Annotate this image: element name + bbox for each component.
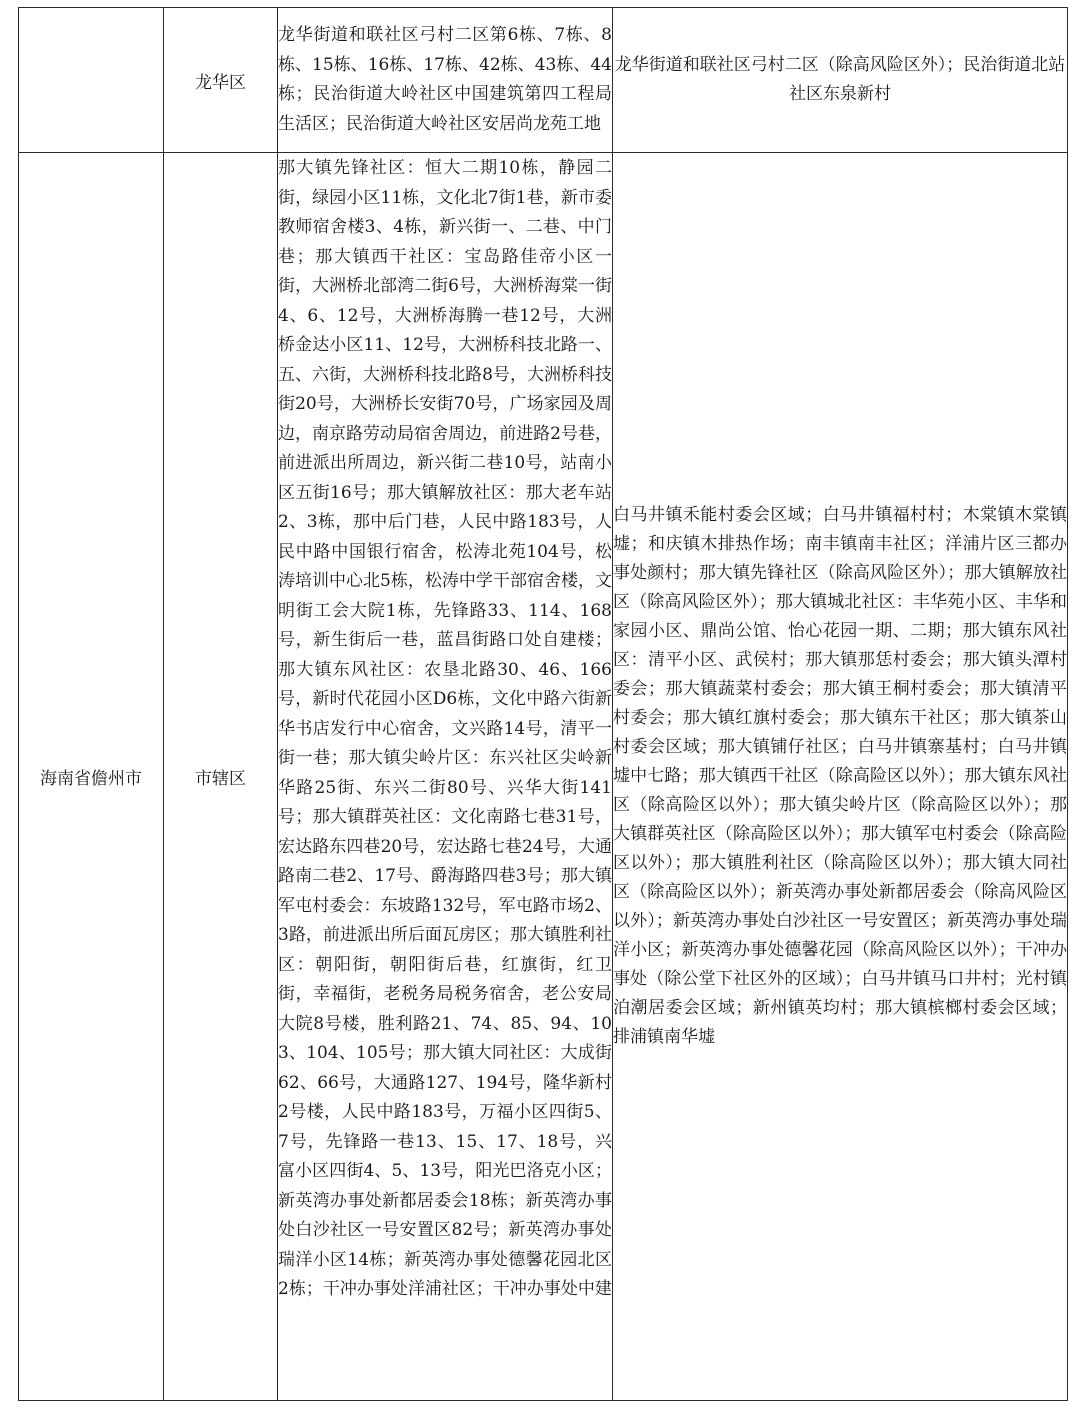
district-cell: 龙华区 xyxy=(164,8,278,153)
province-city-cell xyxy=(19,8,164,153)
high-risk-area-text: 那大镇先锋社区：恒大二期10栋，静园二街，绿园小区11栋，文化北7街1巷，新市委教师宿舍楼3、4栋，新兴街一、二巷、中门巷；那大镇西干社区：宝岛路佳帝小区一街，大洲桥北部湾二街6号，大洲桥海棠一街4、6、12号，大洲桥海腾一巷12号，大洲桥金达小区11、12号，大洲桥科技北路一、五、六街，大洲桥科技北路8号，大洲桥科技街20号，大洲桥长安街70号，广场家园及周边，南京路劳动局宿舍周边，前进路2号巷，前进派出所周边，新兴街二巷10号，站南小区五街16号；那大镇解放社区：那大老车站2、3栋，那中后门巷，人民中路183号，人民中路中国银行宿舍，松涛北苑104号，松涛培训中心北5栋，松涛中学干部宿舍楼，文明街工会大院1栋，先锋路33、114、168号，新生街后一巷，蓝昌街路口处自建楼；那大镇东风社区：农垦北路30、46、166号，新时代花园小区D6栋，文化中路六街新华书店发行中心宿舍，文兴路14号，清平一街一巷；那大镇尖岭片区：东兴社区尖岭新华路25街、东兴二街80号、兴华大街141号；那大镇群英社区：文化南路七巷31号，宏达路东四巷20号，宏达路七巷24号，大通路南二巷2、17号、爵海路四巷3号；那大镇军屯村委会：东坡路132号，军屯路市场2、3路，前进派出所后面瓦房区；那大镇胜利社区：朝阳街，朝阳街后巷，红旗街，红卫街，幸福街，老税务局税务宿舍，老公安局大院8号楼，胜利路21、74、85、94、103、104、105号；那大镇大同社区：大成街62、66号，大通路127、194号，隆华新村2号楼，人民中路183号，万福小区四街5、7号，先锋路一巷13、15、17、18号，兴富小区四街4、5、13号，阳光巴洛克小区；新英湾办事处新都居委会18栋；新英湾办事处白沙社区一号安置区82号；新英湾办事处瑞洋小区14栋；新英湾办事处德馨花园北区2栋；干冲办事处洋浦社区；干冲办事处中建 xyxy=(278,158,612,1299)
risk-area-table xyxy=(18,7,1068,1401)
table-row xyxy=(19,8,1068,153)
table-row xyxy=(19,153,1068,1401)
district-cell: 市辖区 xyxy=(164,153,278,1401)
high-risk-area-cell: 龙华街道和联社区弓村二区第6栋、7栋、8栋、15栋、16栋、17栋、42栋、43栋、44栋；民治街道大岭社区中国建筑第四工程局生活区；民治街道大岭社区安居尚龙苑工地 xyxy=(278,8,613,153)
medium-risk-area-cell: 白马井镇禾能村委会区域；白马井镇福村村；木棠镇木棠镇墟；和庆镇木排热作场；南丰镇南丰社区；洋浦片区三都办事处颜村；那大镇先锋社区（除高风险区外）；那大镇解放社区（除高风险区外）；那大镇城北社区：丰华苑小区、丰华和家园小区、鼎尚公馆、怡心花园一期、二期；那大镇东风社区：清平小区、武侯村；那大镇那恁村委会；那大镇头潭村委会；那大镇蔬菜村委会；那大镇王桐村委会；那大镇清平村委会；那大镇红旗村委会；那大镇东干社区；那大镇茶山村委会区域；那大镇铺仔社区；白马井镇寨基村；白马井镇墟中七路；那大镇西干社区（除高险区以外）；那大镇东风社区（除高险区以外）；那大镇尖岭片区（除高险区以外）；那大镇群英社区（除高险区以外）；那大镇军屯村委会（除高险区以外）；那大镇胜利社区（除高险区以外）；那大镇大同社区（除高险区以外）；新英湾办事处新都居委会（除高风险区以外）；新英湾办事处白沙社区一号安置区；新英湾办事处瑞洋小区；新英湾办事处德馨花园（除高风险区以外）；干冲办事处（除公堂下社区外的区域）；白马井镇马口井村；光村镇泊潮居委会区域；新州镇英均村；那大镇槟榔村委会区域；排浦镇南华墟 xyxy=(613,153,1068,1401)
province-city-cell: 海南省儋州市 xyxy=(19,153,164,1401)
medium-risk-area-cell: 龙华街道和联社区弓村二区（除高风险区外）；民治街道北站社区东泉新村 xyxy=(613,8,1068,153)
high-risk-area-cell xyxy=(278,153,613,1401)
